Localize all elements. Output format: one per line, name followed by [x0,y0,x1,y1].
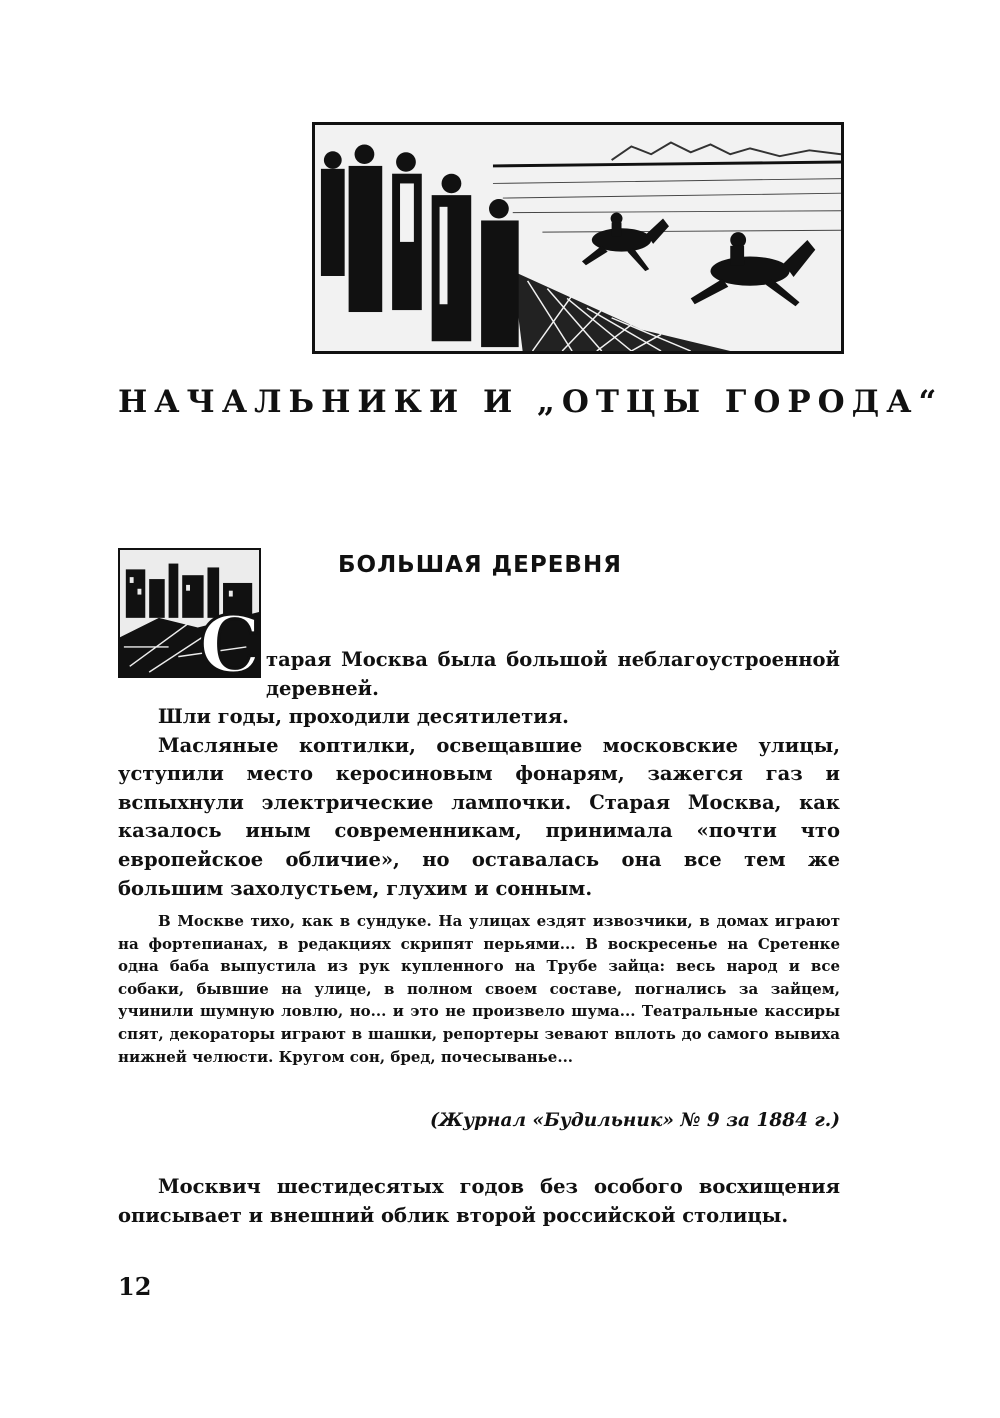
dropcap-letter: С [198,600,262,691]
chapter-title: НАЧАЛЬНИКИ И „ОТЦЫ ГОРОДА“ [118,384,944,420]
moscow-cityscape-icon [118,548,261,678]
paragraph-1: тарая Москва была большой неблагоустроенной деревней. [266,648,840,700]
paragraph-4: Москвич шестидесятых годов без особого восхищения описывает и внешний облик второй российской столицы. [118,1175,840,1227]
section-title: БОЛЬШАЯ ДЕРЕВНЯ [338,552,622,578]
paragraph-3: Масляные коптилки, освещавшие московские улицы, уступили место керосиновым фонарям, зажегся газ и вспыхнули электрические лампочки. Старая Москва, как казалось иным современникам, принимала «почти что европейское обличие», но оставалась она все тем же большим захолустьем, глухим и сонным. [118,733,840,900]
horse-race-engraving-icon [312,122,844,354]
body-text [118,703,840,903]
first-paragraph-top [266,646,840,703]
quotation [118,910,840,1068]
page-number: 12 [118,1272,152,1301]
quotation-text: В Москве тихо, как в сундуке. На улицах ездят извозчики, в домах играют на фортепианах, в редакциях скрипят перьями... В воскресенье на Сретенке одна баба выпустила из рук купленного на Трубе зайца: весь народ и все собаки, бывшие на улице, в полном своем составе, погнались за зайцем, учинили шумную ловлю, но... и это не произвело шума... Театральные кассиры спят, декораторы играют в шашки, репортеры зевают вплоть до самого вывиха нижней челюсти. Кругом сон, бред, почесыванье... [118,912,840,1066]
closing-text [118,1173,840,1230]
quotation-source: (Журнал «Будильник» № 9 за 1884 г.) [429,1110,840,1131]
paragraph-2: Шли годы, проходили десятилетия. [158,705,569,728]
